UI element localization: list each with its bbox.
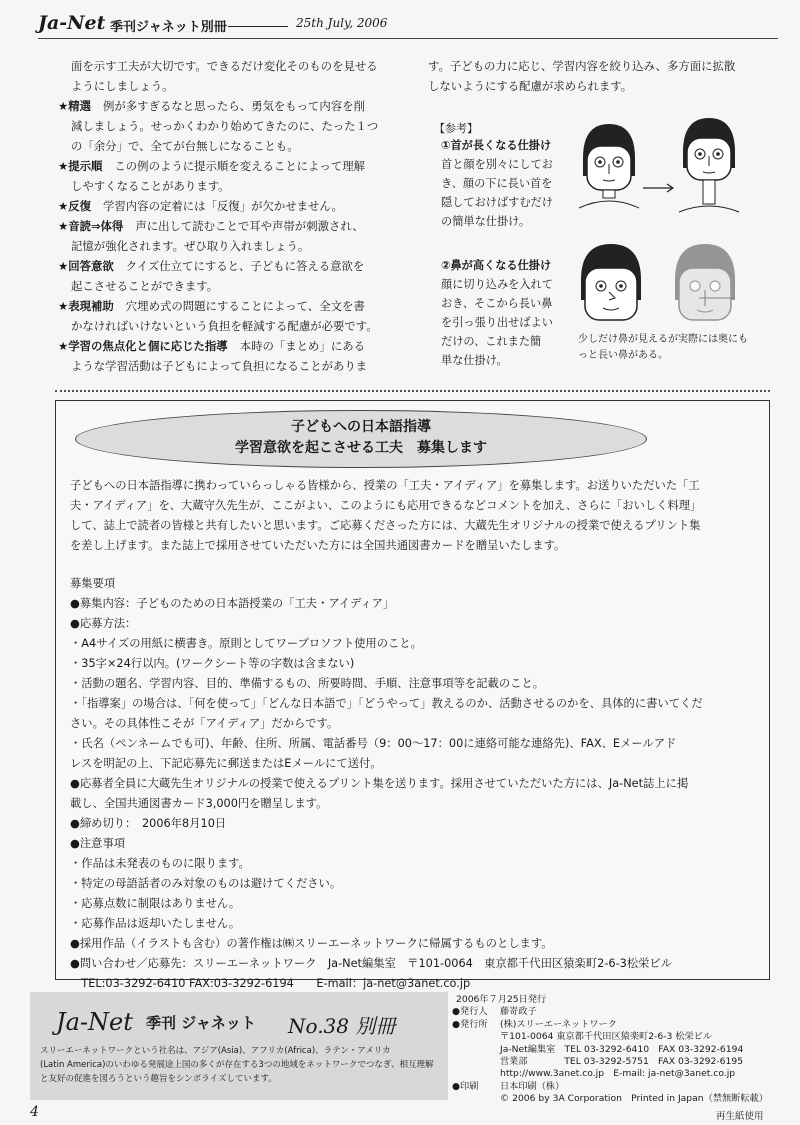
recruit-item-line: 募集要項 — [70, 577, 116, 590]
item-text: クイズ仕立てにすると、子どもに答える意欲を — [125, 259, 365, 273]
reference-label: 【参考】 — [434, 122, 478, 135]
left-text-line: 面を示す工夫が大切です。できるだけ変化そのものを見せる — [71, 59, 378, 73]
recruit-item-line: ●締め切り： 2006年8月10日 — [70, 817, 227, 830]
publication-info — [452, 994, 772, 1106]
item-text: 例が多すぎるなと思ったら、勇気をもって内容を削 — [103, 99, 365, 113]
pubinfo-row — [452, 1006, 772, 1018]
item-text: この例のように提示順を変えることによって理解 — [114, 159, 365, 173]
pubinfo-row — [452, 1056, 772, 1068]
recruit-item-line: ・活動の題名、学習内容、目的、準備するもの、所要時間、手順、注意事項等を記載のこと。 — [70, 677, 545, 690]
intro-line: を差し上げます。また誌上で採用させていただいた方には全国共通図書カードを贈呈いたします。 — [70, 539, 566, 552]
item-text: 本時の「まとめ」にある — [239, 339, 365, 353]
item-text: 穴埋め式の問題にすることによって、全文を書 — [125, 299, 365, 313]
pubinfo-row — [452, 1093, 772, 1105]
item-label: ★音読⇒体得 — [58, 219, 124, 233]
pubinfo-value: 〒101-0064 東京都千代田区猿楽町2-6-3 松栄ビル — [500, 1031, 713, 1043]
right-text-line: しないようにする配慮が求められます。 — [428, 79, 633, 93]
footer-issue: No.38 別冊 — [288, 1014, 396, 1038]
recruit-item-line: レスを明記の上、下記応募先に郵送またはEメールにて送付。 — [70, 757, 382, 770]
item-label: ★提示順 — [58, 159, 103, 173]
caption-line: っと長い鼻がある。 — [578, 350, 668, 361]
caption-line: 少しだけ鼻が見えるが実際には奥にも — [578, 334, 748, 345]
pubinfo-value: (株)スリーエーネットワーク — [500, 1018, 617, 1030]
dotted-divider — [55, 390, 770, 392]
illustration-caption — [578, 332, 768, 364]
right-text-line: す。子どもの力に応じ、学習内容を絞り込み、多方面に拡散 — [428, 59, 736, 73]
pubinfo-value: 日本印刷（株） — [500, 1080, 565, 1092]
tip-nose-title: ②鼻が高くなる仕掛け — [441, 259, 552, 272]
tip-line: 隠しておけばすむだけ — [441, 196, 553, 209]
tip-line: の簡単な仕掛け。 — [441, 215, 531, 228]
header-divider — [38, 38, 778, 39]
item-label: ★精選 — [58, 99, 91, 113]
header-date: 25th July, 2006 — [296, 16, 388, 30]
face-long-nose — [675, 244, 735, 320]
recruit-item-line: ・作品は未発表のものに限ります。 — [70, 857, 250, 870]
left-text-line: しやすくなることがあります。 — [71, 179, 230, 193]
pubinfo-key: ●発行人 — [452, 1006, 488, 1018]
left-text-line — [58, 336, 396, 356]
recruit-item-line: ●募集内容：子どものための日本語授業の「工夫・アイディア」 — [70, 597, 395, 610]
tip-line: き、顔の下に長い首を — [441, 177, 553, 190]
recruit-item-line: ・A4サイズの用紙に横書き。原則としてワープロソフト使用のこと。 — [70, 637, 422, 650]
tip-line: を引っ張り出せばよい — [441, 316, 553, 329]
footer-magazine-name: 季刊 ジャネット — [146, 1014, 256, 1032]
item-label: ★回答意欲 — [58, 259, 114, 273]
recruit-item-line: ・特定の母語話者のみ対象のものは避けてください。 — [70, 877, 342, 890]
intro-line: 夫・アイディア」を、大蔵守久先生が、ここがよい、このようにも応用できるなどコメントを加え、さらに「おいしく料理」 — [70, 499, 702, 512]
pubinfo-row — [452, 1068, 772, 1080]
recruit-item-line: ●応募方法： — [70, 617, 137, 630]
tip-nose — [441, 256, 571, 370]
header-rule — [228, 26, 288, 27]
left-column — [58, 56, 396, 376]
footer-logo: Ja-Net — [56, 1008, 133, 1036]
recycled-paper-note: 再生紙使用 — [716, 1111, 764, 1122]
recruit-item-line: ●採用作品（イラストも含む）の著作権は㈱スリーエーネットワークに帰属するものとします。 — [70, 937, 553, 950]
tip-line: 顔に切り込みを入れて — [441, 278, 553, 291]
neck-illustration — [575, 118, 775, 214]
recruit-item-line: さい。その具体性こそが「アイディア」だからです。 — [70, 717, 339, 730]
pubinfo-row — [452, 1044, 772, 1056]
left-text-line: 起こさせることができます。 — [71, 279, 219, 293]
left-text-line — [58, 256, 396, 276]
recruit-item-line: TEL:03-3292-6410 FAX:03-3292-6194 E-mail：ja-net@3anet.co.jp — [70, 977, 471, 990]
recruit-item-line: ●注意事項 — [70, 837, 126, 850]
tip-neck-title: ①首が長くなる仕掛け — [441, 139, 552, 152]
pubinfo-row — [452, 1081, 772, 1093]
left-text-line — [58, 196, 396, 216]
pubinfo-key: ●発行所 — [452, 1018, 488, 1030]
recruit-item-line: ●応募者全員に大蔵先生オリジナルの授業で使えるプリント集を送ります。採用させていただいた方には、Ja-Net誌上に掲 — [70, 777, 689, 790]
face-short-nose — [581, 244, 641, 320]
left-text-line: ようにしましょう。 — [71, 79, 174, 93]
recruit-item-line: 載し、全国共通図書カード3,000円を贈呈します。 — [70, 797, 328, 810]
recruit-item-line: ・氏名（ペンネームでも可)、年齢、住所、所属、電話番号（9：00～17：00に連絡可能な連絡先)、FAX、Eメールアド — [70, 737, 677, 750]
tip-line: 首と顔を別々にしてお — [441, 158, 553, 171]
recruitment-text — [70, 476, 760, 994]
arrow-icon — [643, 184, 673, 192]
header-title: 季刊ジャネット別冊 — [110, 20, 227, 35]
tip-neck — [441, 136, 571, 231]
tip-line: 単な仕掛け。 — [441, 354, 508, 367]
pubinfo-value: 営業部 TEL 03-3292-5751 FAX 03-3292-6195 — [500, 1056, 744, 1068]
pubinfo-value: © 2006 by 3A Corporation Printed in Japan（禁無断転載） — [500, 1093, 768, 1105]
intro-line: して、誌上で読者の皆様と共有したいと思います。ご応募くださった方には、大蔵先生オリジナルの授業で使えるプリント集 — [70, 519, 701, 532]
left-text-line: かなければいけないという負担を軽減する配慮が必要です。 — [71, 319, 378, 333]
item-label: ★表現補助 — [58, 299, 114, 313]
issue-date: 2006年７月25日発行 — [456, 994, 547, 1005]
tip-line: おき、そこから長い鼻 — [441, 297, 553, 310]
recruit-item-line: ・応募点数に制限はありません。 — [70, 897, 241, 910]
recruit-item-line: ・「指導案」の場合は、「何を使って」「どんな日本語で」「どうやって」教えるのか、活動させるのかを、具体的に書いてくだ — [70, 697, 703, 710]
spacer — [70, 556, 760, 574]
left-text-line — [58, 216, 396, 236]
intro-line: 子どもへの日本語指導に携わっていらっしゃる皆様から、授業の「工夫・アイディア」を募集します。お送りいただいた「工 — [70, 479, 700, 492]
pubinfo-key: ●印刷 — [452, 1080, 479, 1092]
item-label: ★学習の焦点化と個に応じた指導 — [58, 339, 228, 353]
desc-line: スリーエーネットワークという社名は、アジア(Asia)、アフリカ(Africa)、ラテン・アメリカ — [40, 1046, 391, 1056]
item-text: 学習内容の定着には「反復」が欠かせません。 — [103, 199, 343, 213]
left-text-line — [58, 296, 396, 316]
item-text: 声に出して読むことで耳や声帯が刺激され、 — [135, 219, 364, 233]
footer-description — [40, 1044, 440, 1086]
face-short-neck — [579, 124, 639, 208]
page-number: 4 — [30, 1104, 39, 1120]
left-text-line — [58, 156, 396, 176]
page-header — [38, 12, 768, 38]
header-logo: Ja-Net — [38, 12, 106, 34]
face-long-neck — [679, 118, 739, 212]
recruitment-heading — [75, 410, 647, 468]
heading-line-2: 学習意欲を起こさせる工夫 募集します — [235, 440, 487, 456]
left-text-line — [58, 96, 396, 116]
recruit-item-line: ●問い合わせ／応募先：スリーエーネットワーク Ja-Net編集室 〒101-0064 東京都千代田区猿楽町2-6-3松栄ビル — [70, 957, 673, 970]
left-text-line: ような学習活動は子どもによって負担になることがありま — [71, 359, 368, 373]
right-column — [428, 56, 768, 96]
pubinfo-value: http://www.3anet.co.jp E-mail: ja-net@3anet.co.jp — [500, 1068, 736, 1080]
left-text-line: 記憶が強化されます。ぜひ取り入れましょう。 — [71, 239, 310, 253]
pubinfo-value: Ja-Net編集室 TEL 03-3292-6410 FAX 03-3292-6194 — [500, 1043, 744, 1055]
nose-illustration — [575, 240, 775, 332]
tip-line: だけの、これまた簡 — [441, 335, 542, 348]
item-label: ★反復 — [58, 199, 91, 213]
desc-line: (Latin America)のいわゆる発展途上国の多くが存在する3つの地域をネットワークでつなぎ、相互理解と友好の促進を図ろうという趣旨をシンボライズしています。 — [40, 1060, 434, 1084]
left-text-line: の「余分」で、全てが台無しになることも。 — [71, 139, 299, 153]
pubinfo-row — [452, 1019, 772, 1031]
left-text-line: 減しましょう。せっかくわかり始めてきたのに、たった１つ — [71, 119, 379, 133]
recruit-item-line: ・35字×24行以内。(ワークシート等の字数は含まない) — [70, 657, 355, 670]
heading-line-1: 子どもへの日本語指導 — [291, 419, 431, 435]
footer-banner — [30, 992, 448, 1100]
recruit-item-line: ・応募作品は返却いたしません。 — [70, 917, 241, 930]
pubinfo-row — [452, 1031, 772, 1043]
pubinfo-value: 藤嵜政子 — [500, 1006, 537, 1018]
